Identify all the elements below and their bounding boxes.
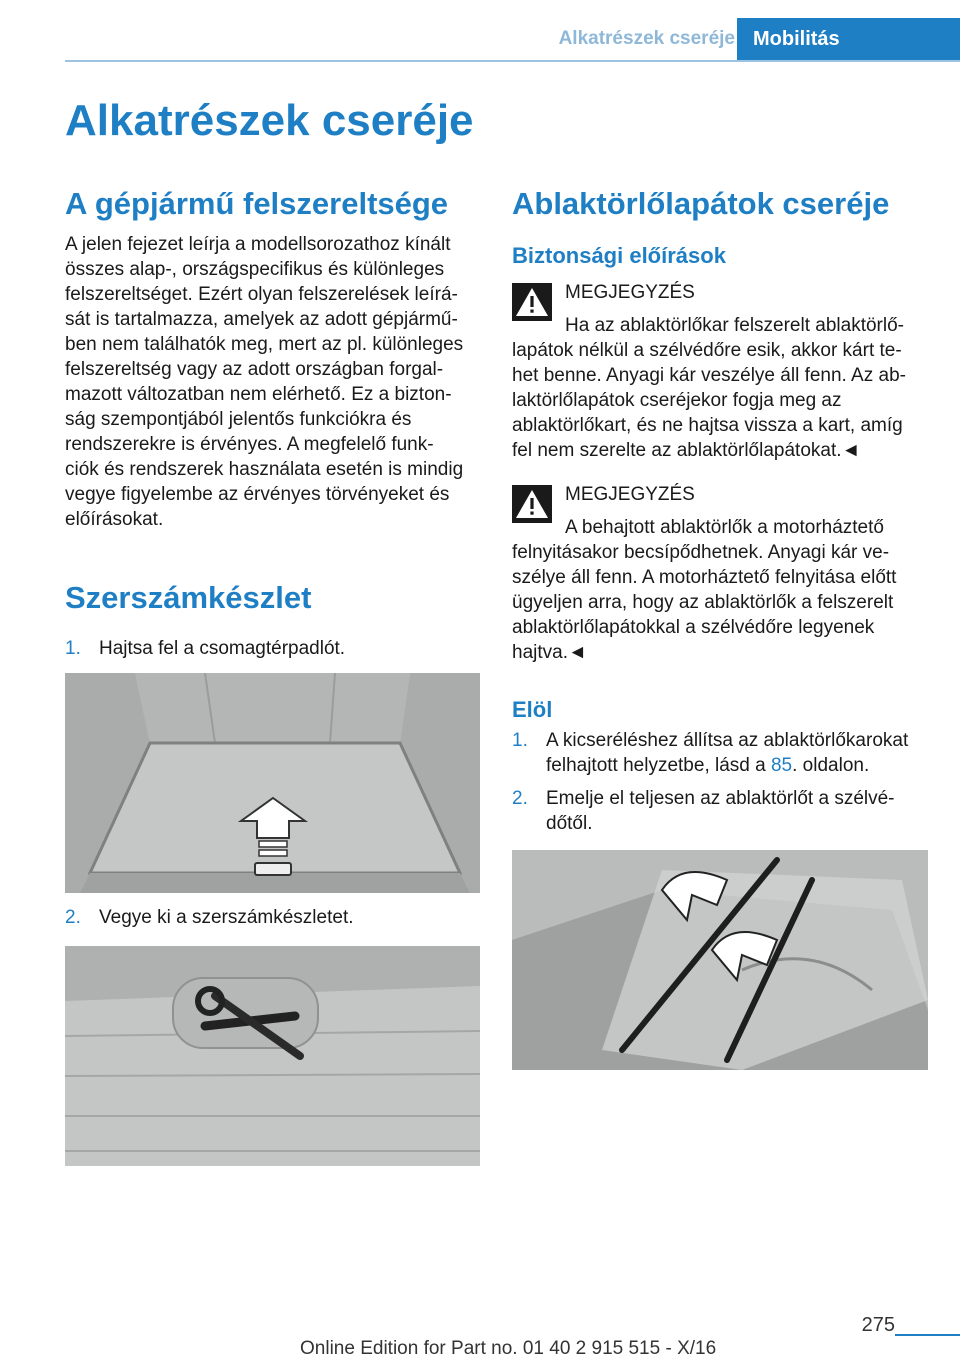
text-line: összes alap-, országspecifikus és különleges [65, 259, 445, 280]
text-line: . oldalon. [792, 755, 870, 776]
header-section-title: Alkatrészek cseréje [558, 28, 735, 49]
footer-edition: Online Edition for Part no. 01 40 2 915 515 - X/16 [300, 1338, 717, 1359]
text-line: ciók és rendszerek használata esetén is mindig [65, 459, 464, 480]
text-line: A jelen fejezet leírja a modellsorozathoz kínált [65, 234, 451, 255]
page-number-rule [895, 1334, 960, 1336]
list-item [65, 636, 485, 661]
heading-toolkit: Szerszámkészlet [65, 580, 312, 615]
step-text [546, 786, 932, 836]
text-line: laktörlőlapátok cseréjekor fogja meg az [512, 390, 842, 411]
heading-equipment: A gépjármű felszereltsége [65, 186, 449, 221]
wiper-photo [512, 850, 928, 1070]
text-line: rendszerekre is érvényes. A megfelelő funk- [65, 434, 434, 455]
step-number: 2. [512, 788, 528, 809]
text-line: vegye figyelembe az érvényes törvényeket és [65, 484, 450, 505]
text-line: szélye áll fenn. A motorháztető felnyitása előtt [512, 567, 897, 588]
list-item [512, 728, 932, 778]
step-number: 1. [512, 730, 528, 751]
text-line: A behajtott ablaktörlők a motorháztető [565, 517, 884, 538]
page-title: Alkatrészek cseréje [65, 96, 474, 145]
list-item [65, 905, 485, 930]
toolkit-photo [65, 946, 480, 1166]
step-text: Hajtsa fel a csomagtérpadlót. [99, 638, 346, 659]
warning-label: MEGJEGYZÉS [565, 484, 695, 505]
heading-front: Elöl [512, 697, 553, 722]
text-line: het benne. Anyagi kár veszélye áll fenn. Az ab- [512, 365, 906, 386]
text-line: mazott változatban nem elérhető. Ez a bizton- [65, 384, 452, 405]
text-line: sát is tartalmazza, amelyek az adott gépjármű- [65, 309, 458, 330]
trunk-floor-photo [65, 673, 480, 893]
text-line: Emelje el teljesen az ablaktörlőt a szélvé- [546, 788, 895, 809]
text-line: dőtől. [546, 813, 593, 834]
warning-label: MEGJEGYZÉS [565, 282, 695, 303]
text-line: lapátok nélkül a szélvédőre esik, akkor kárt te- [512, 340, 902, 361]
list-item [512, 786, 932, 836]
text-line: ben nem találhatók meg, mert az pl. különleges [65, 334, 464, 355]
text-line: ság szempontjából jelentős funkciókra és [65, 409, 412, 430]
warning-text [512, 515, 932, 665]
text-line: felnyitásakor becsípődhetnek. Anyagi kár ve- [512, 542, 890, 563]
page-number: 275 [861, 1314, 895, 1336]
heading-wipers: Ablaktörlőlapátok cseréje [512, 186, 890, 221]
warning-text [512, 313, 932, 463]
step-number: 2. [65, 907, 81, 928]
step-text: Vegye ki a szerszámkészletet. [99, 907, 354, 928]
text-line: ügyeljen arra, hogy az ablaktörlők a felszerelt [512, 592, 894, 613]
step-text [546, 728, 932, 778]
text-line: felszereltség vagy az adott országban forgal- [65, 359, 444, 380]
header-rule [65, 60, 960, 62]
text-line: Ha az ablaktörlőkar felszerelt ablaktörlő- [565, 315, 904, 336]
header-chapter-tab: Mobilitás [737, 18, 960, 62]
page-reference-link[interactable]: 85 [770, 755, 793, 776]
text-line: A kicseréléshez állítsa az ablaktörlőkarokat [546, 730, 909, 751]
step-number: 1. [65, 638, 81, 659]
text-line: ablaktörlőkart, és ne hajtsa vissza a kart, amíg [512, 415, 903, 436]
text-line: előírásokat. [65, 509, 164, 530]
text-line: ablaktörlőlapátokkal a szélvédőre legyenek [512, 617, 875, 638]
heading-safety: Biztonsági előírások [512, 243, 726, 268]
text-line: felszereltséget. Ezért olyan felszerelések leírá- [65, 284, 458, 305]
equipment-paragraph [65, 232, 485, 532]
text-line: felhajtott helyzetbe, lásd a [546, 755, 771, 776]
text-line: hajtva.◄ [512, 642, 587, 663]
text-line: fel nem szerelte az ablaktörlőlapátokat.◄ [512, 440, 861, 461]
